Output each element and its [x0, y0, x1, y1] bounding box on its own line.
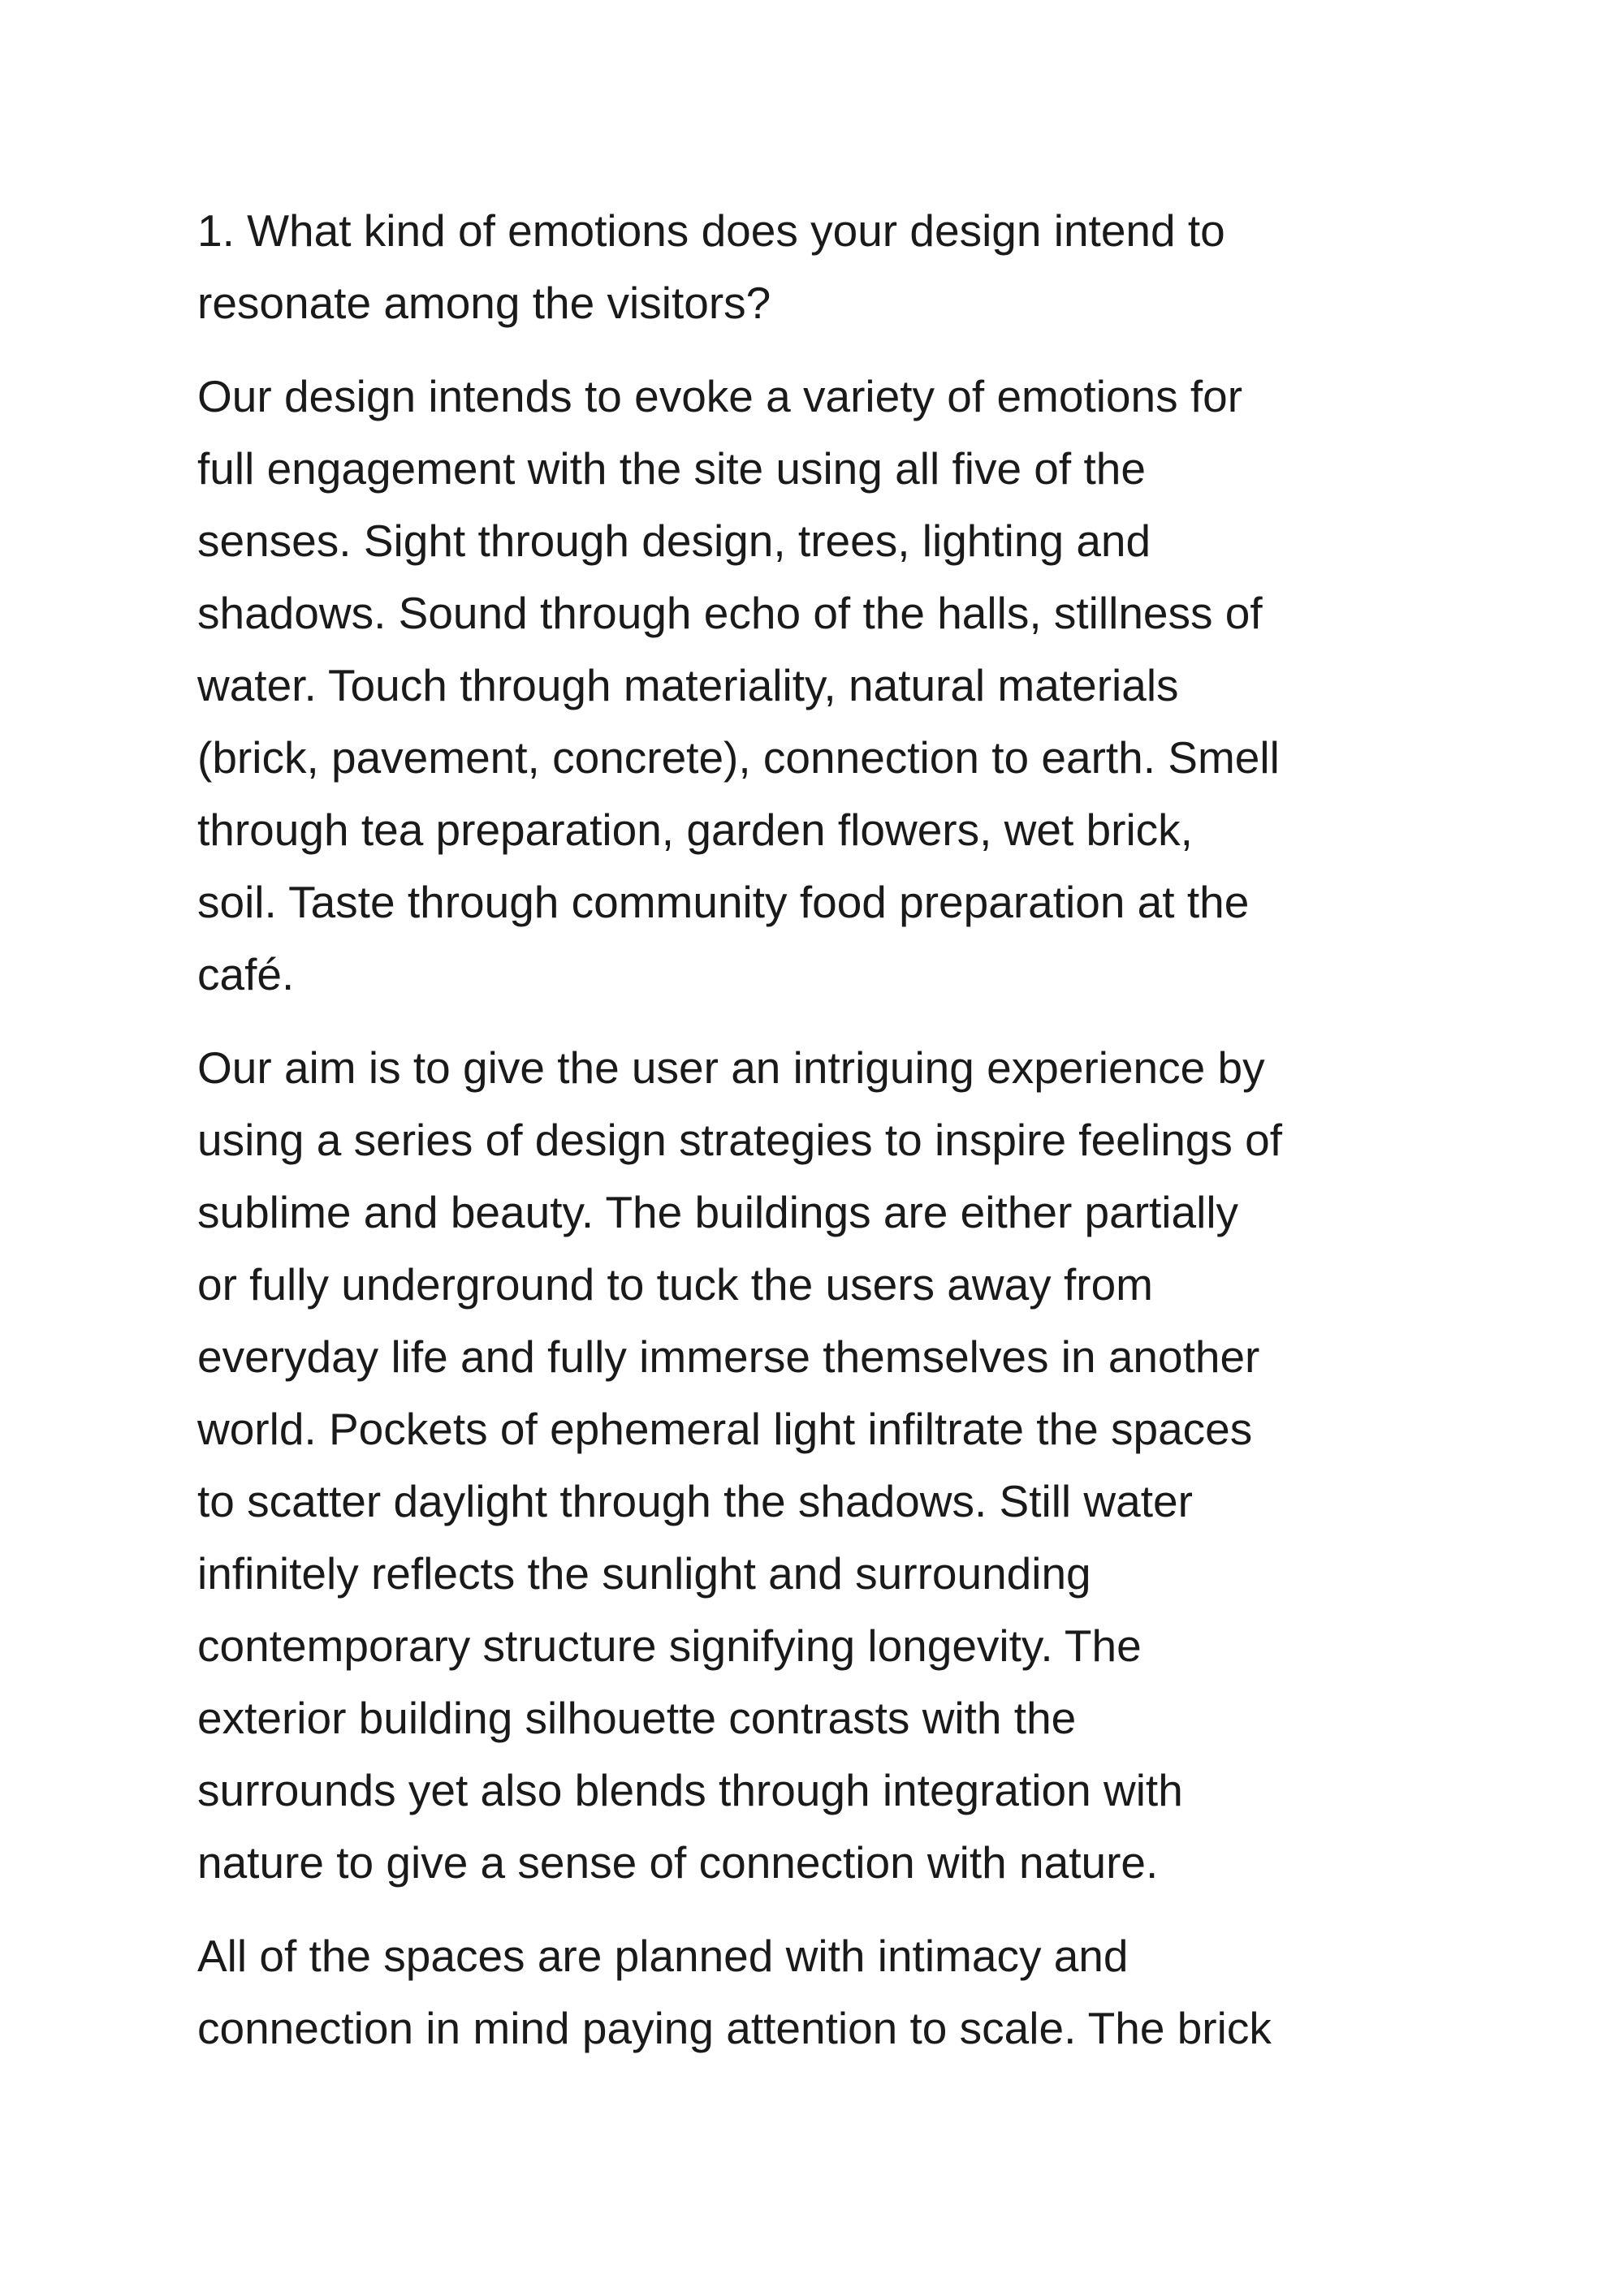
- paragraph-line: connection in mind paying attention to scale. The brick: [197, 2003, 1272, 2053]
- paragraph-line: contemporary structure signifying longevity. The: [197, 1621, 1142, 1671]
- paragraph-intimacy: [197, 1920, 1464, 2065]
- paragraph-line: shadows. Sound through echo of the halls, stillness of: [197, 588, 1263, 638]
- question-line: resonate among the visitors?: [197, 278, 771, 328]
- question-heading: [197, 195, 1464, 339]
- paragraph-line: Our aim is to give the user an intriguing experience by: [197, 1042, 1265, 1093]
- paragraph-line: everyday life and fully immerse themselves in another: [197, 1331, 1260, 1382]
- paragraph-line: nature to give a sense of connection with nature.: [197, 1837, 1159, 1888]
- paragraph-line: exterior building silhouette contrasts with the: [197, 1693, 1077, 1743]
- paragraph-senses: [197, 360, 1464, 1011]
- question-line: 1. What kind of emotions does your design intend to: [197, 205, 1225, 256]
- paragraph-line: or fully underground to tuck the users away from: [197, 1259, 1153, 1310]
- paragraph-line: café.: [197, 949, 295, 999]
- paragraph-line: to scatter daylight through the shadows. Still water: [197, 1476, 1193, 1526]
- paragraph-line: sublime and beauty. The buildings are either partially: [197, 1187, 1239, 1237]
- paragraph-line: infinitely reflects the sunlight and surrounding: [197, 1548, 1091, 1599]
- paragraph-line: soil. Taste through community food preparation at the: [197, 877, 1250, 927]
- paragraph-line: world. Pockets of ephemeral light infiltrate the spaces: [197, 1404, 1253, 1454]
- paragraph-line: All of the spaces are planned with intimacy and: [197, 1931, 1129, 1981]
- paragraph-line: using a series of design strategies to inspire feelings of: [197, 1115, 1283, 1165]
- paragraph-aim: [197, 1032, 1464, 1899]
- paragraph-line: senses. Sight through design, trees, lighting and: [197, 516, 1151, 566]
- paragraph-line: surrounds yet also blends through integration with: [197, 1765, 1183, 1815]
- paragraph-line: through tea preparation, garden flowers, wet brick,: [197, 805, 1193, 855]
- paragraph-line: water. Touch through materiality, natural materials: [197, 660, 1179, 710]
- paragraph-line: full engagement with the site using all five of the: [197, 443, 1146, 494]
- paragraph-line: (brick, pavement, concrete), connection to earth. Smell: [197, 732, 1280, 783]
- document-body: [197, 195, 1464, 2086]
- paragraph-line: Our design intends to evoke a variety of emotions for: [197, 371, 1243, 421]
